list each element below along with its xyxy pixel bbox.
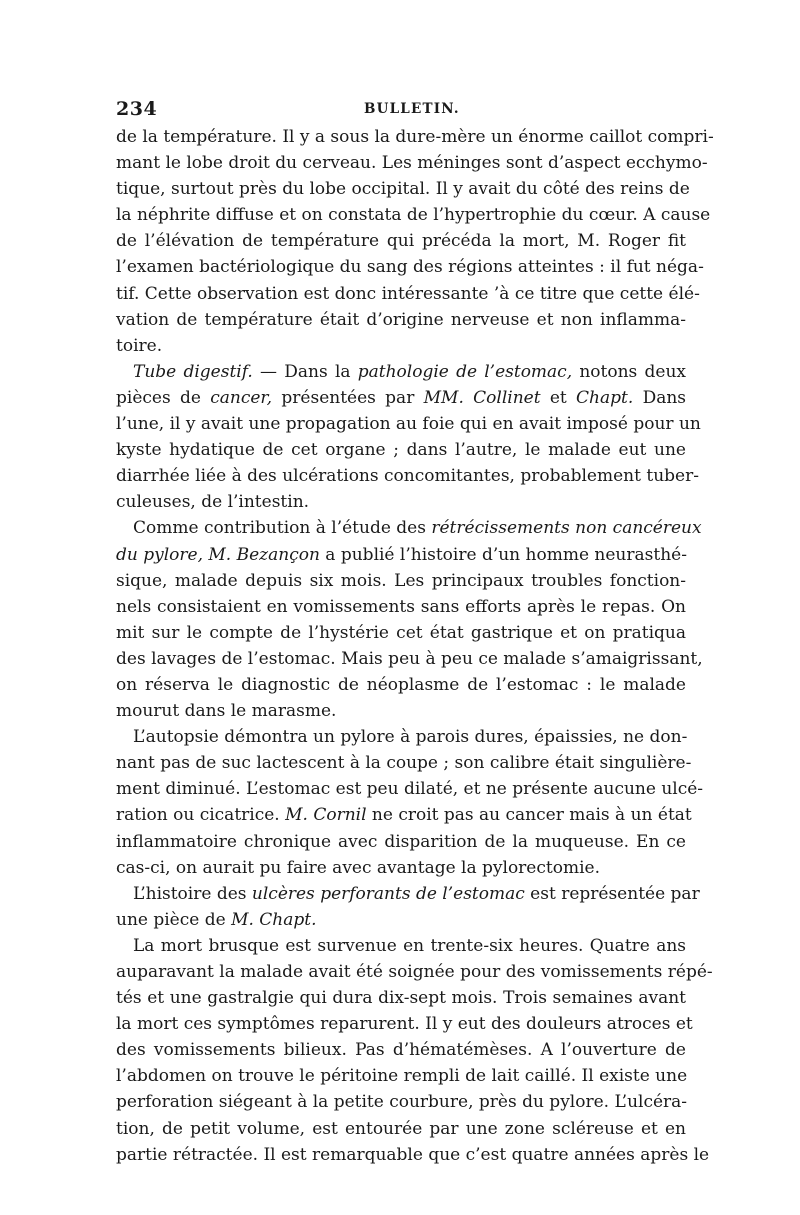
- text-line: [116, 463, 699, 489]
- text-line: [116, 254, 704, 280]
- text-line: [116, 385, 686, 411]
- text-line: [116, 124, 714, 150]
- text-line: [116, 620, 686, 646]
- text-line: [116, 829, 686, 855]
- italic-text: MM. Collinet: [423, 387, 541, 408]
- text-run: pièces de: [116, 387, 211, 408]
- text-run: l’abdomen on trouve le péritoine rempli de lait caillé. Il existe une: [116, 1066, 688, 1087]
- running-title: BULLETIN.: [364, 101, 460, 117]
- text-run: notons deux: [572, 361, 686, 382]
- text-line: [116, 1142, 710, 1168]
- text-line: [116, 646, 703, 672]
- text-run: tif. Cette observation est donc intéressante ’à ce titre que cette élé-: [116, 283, 700, 304]
- text-run: une pièce de: [116, 909, 232, 930]
- text-line: [116, 724, 686, 750]
- text-run: mant le lobe droit du cerveau. Les méninges sont d’aspect ecchymo-: [116, 153, 708, 174]
- text-run: culeuses, de l’intestin.: [116, 492, 310, 513]
- text-line: [116, 985, 686, 1011]
- text-line: [116, 150, 708, 176]
- paragraph: [116, 124, 714, 359]
- text-line: [116, 437, 686, 463]
- paragraph: [116, 515, 703, 724]
- text-run: L’autopsie démontra un pylore à parois dures, épaissies, ne don-: [133, 727, 688, 748]
- text-run: ne croit pas au cancer mais à un état: [366, 805, 692, 826]
- text-line: [116, 281, 700, 307]
- text-line: [116, 228, 686, 254]
- text-line: [116, 489, 686, 515]
- text-line: [116, 855, 686, 881]
- text-line: [116, 202, 711, 228]
- text-line: [116, 881, 700, 907]
- text-run: — Dans la: [252, 361, 358, 382]
- text-line: [116, 594, 686, 620]
- text-run: de l’élévation de température qui précéda la mort, M. Roger fit: [116, 231, 686, 252]
- italic-text: Chapt.: [576, 387, 634, 408]
- italic-text: M. Chapt.: [231, 909, 317, 930]
- text-line: [116, 1063, 686, 1089]
- text-line: [116, 672, 686, 698]
- text-run: la mort ces symptômes reparurent. Il y eut des douleurs atroces et: [116, 1014, 693, 1035]
- text-line: [116, 698, 686, 724]
- italic-text: M. Bezançon: [208, 544, 320, 565]
- italic-text: M. Cornil: [285, 805, 367, 826]
- paragraph: [116, 933, 713, 1168]
- text-line: [116, 1011, 693, 1037]
- text-run: l’une, il y avait une propagation au foie qui en avait imposé pour un: [116, 414, 701, 435]
- italic-text: rétrécissements non cancéreux: [431, 518, 702, 539]
- text-line: [116, 959, 713, 985]
- text-run: inflammatoire chronique avec disparition de la muqueuse. En ce: [116, 831, 686, 852]
- text-run: des vomissements bilieux. Pas d’hématémèses. A l’ouverture de: [116, 1040, 686, 1061]
- text-line: [116, 750, 692, 776]
- text-run: des lavages de l’estomac. Mais peu à peu ce malade s’amaigrissant,: [116, 648, 703, 669]
- text-run: mourut dans le marasme.: [116, 701, 337, 722]
- text-line: [116, 176, 690, 202]
- paragraph: [116, 881, 700, 933]
- text-line: [116, 1089, 686, 1115]
- text-run: diarrhée liée à des ulcérations concomitantes, probablement tuber-: [116, 466, 699, 487]
- text-run: kyste hydatique de cet organe ; dans l’autre, le malade eut une: [116, 440, 686, 461]
- text-line: [116, 933, 686, 959]
- text-run: a publié l’histoire d’un homme neurasthé-: [319, 544, 687, 565]
- text-run: est représentée par: [524, 883, 700, 904]
- page-header: [116, 92, 686, 122]
- text-run: partie rétractée. Il est remarquable que c’est quatre années après le: [116, 1144, 710, 1165]
- text-line: [116, 1116, 686, 1142]
- italic-text: ulcères perforants de l’estomac: [251, 883, 525, 904]
- text-line: [116, 802, 692, 828]
- page-number: 234: [116, 98, 158, 120]
- text-run: la néphrite diffuse et on constata de l’hypertrophie du cœur. A cause: [116, 205, 711, 226]
- text-line: [116, 307, 686, 333]
- paragraph: [116, 724, 704, 881]
- text-line: [116, 411, 701, 437]
- text-run: nant pas de suc lactescent à la coupe ; son calibre était singulière-: [116, 753, 692, 774]
- text-run: mit sur le compte de l’hystérie cet état gastrique et on pratiqua: [116, 622, 686, 643]
- text-run: tés et une gastralgie qui dura dix-sept mois. Trois semaines avant: [116, 988, 686, 1009]
- text-run: tion, de petit volume, est entourée par une zone scléreuse et en: [116, 1118, 686, 1139]
- body-text: [116, 124, 714, 1168]
- text-run: et: [540, 387, 577, 408]
- text-run: l’examen bactériologique du sang des régions atteintes : il fut néga-: [116, 257, 704, 278]
- text-run: Dans: [633, 387, 687, 408]
- text-line: [116, 359, 686, 385]
- paragraph: [116, 359, 701, 516]
- text-run: présentées par: [272, 387, 424, 408]
- text-run: de la température. Il y a sous la dure-mère un énorme caillot compri-: [116, 127, 714, 147]
- text-run: perforation siégeant à la petite courbure, près du pylore. L’ulcéra-: [116, 1092, 688, 1113]
- text-run: toire.: [116, 335, 163, 356]
- text-run: vation de température était d’origine nerveuse et non inflamma-: [116, 309, 686, 330]
- text-run: La mort brusque est survenue en trente-six heures. Quatre ans: [133, 935, 686, 956]
- text-run: ration ou cicatrice.: [116, 805, 286, 826]
- text-line: [116, 1037, 686, 1063]
- text-run: cas-ci, on aurait pu faire avec avantage la pylorectomie.: [116, 857, 600, 878]
- text-run: sique, malade depuis six mois. Les principaux troubles fonction-: [116, 570, 686, 591]
- italic-text: du pylore,: [116, 544, 203, 565]
- text-line: [116, 542, 686, 568]
- text-run: Comme contribution à l’étude des: [133, 518, 432, 539]
- text-line: [116, 907, 686, 933]
- text-line: [116, 515, 702, 541]
- text-run: nels consistaient en vomissements sans efforts après le repas. On: [116, 596, 686, 617]
- text-run: L’histoire des: [133, 883, 252, 904]
- italic-text: cancer,: [210, 387, 273, 408]
- text-run: tique, surtout près du lobe occipital. Il y avait du côté des reins de: [116, 179, 690, 200]
- text-run: on réserva le diagnostic de néoplasme de l’estomac : le malade: [116, 674, 686, 695]
- italic-text: pathologie de l’estomac,: [357, 361, 573, 382]
- text-line: [116, 568, 686, 594]
- text-run: auparavant la malade avait été soignée pour des vomissements répé-: [116, 962, 713, 982]
- text-line: [116, 333, 686, 359]
- text-line: [116, 776, 704, 802]
- italic-text: Tube digestif.: [133, 361, 253, 382]
- text-run: ment diminué. L’estomac est peu dilaté, et ne présente aucune ulcé-: [116, 779, 704, 800]
